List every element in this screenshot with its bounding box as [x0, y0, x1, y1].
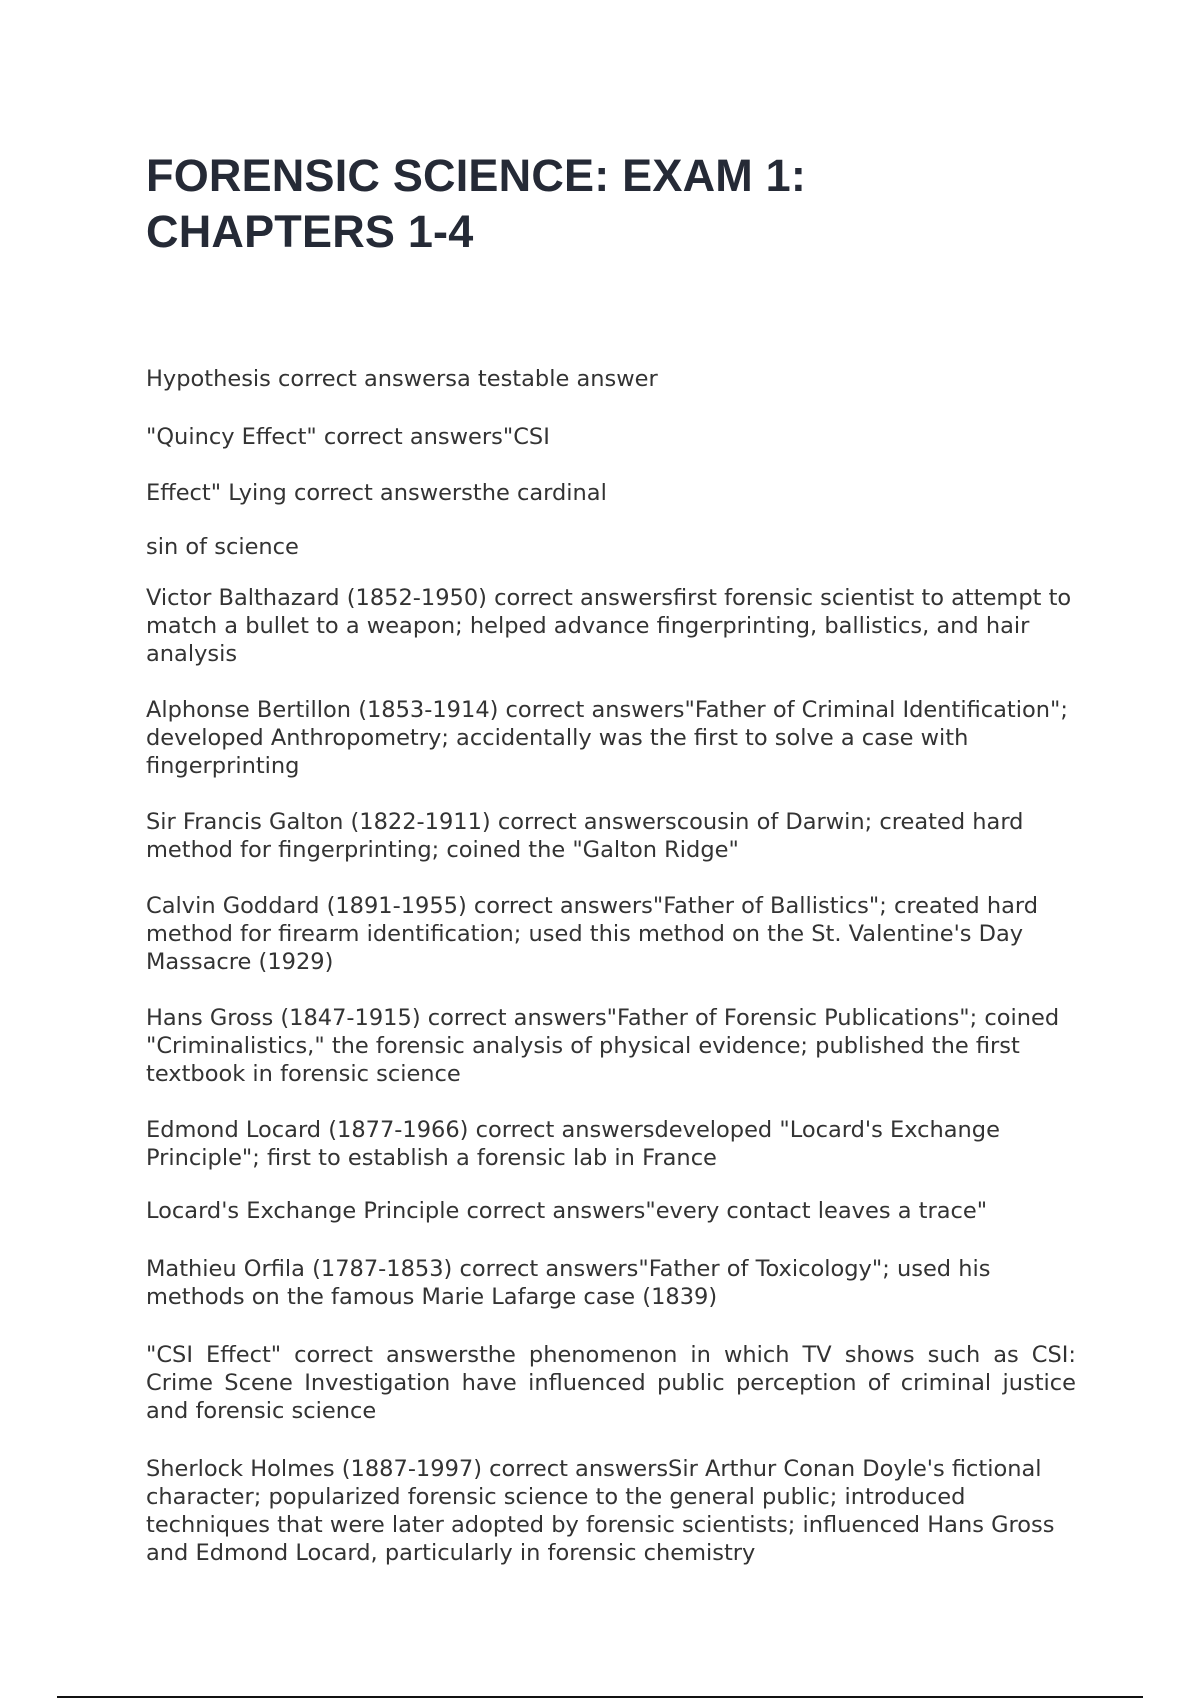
paragraph-lying: Effect" Lying correct answersthe cardinal	[146, 480, 607, 506]
paragraph-galton: Sir Francis Galton (1822-1911) correct answerscousin of Darwin; created hard method for fingerprinting; coined the "Galton Ridge"	[146, 809, 1024, 863]
paragraph-bertillon: Alphonse Bertillon (1853-1914) correct answers"Father of Criminal Identification"; developed Anthropometry; accidentally was the first to solve a case with fingerprinting	[146, 697, 1068, 779]
page-bottom-divider	[57, 1696, 1143, 1698]
paragraph-hypothesis: Hypothesis correct answersa testable answer	[146, 366, 658, 392]
paragraph-orfila: Mathieu Orfila (1787-1853) correct answers"Father of Toxicology"; used his methods on the famous Marie Lafarge case (1839)	[146, 1256, 991, 1310]
paragraph-gross: Hans Gross (1847-1915) correct answers"Father of Forensic Publications"; coined "Criminalistics," the forensic analysis of physical evidence; published the first textbook in forensic science	[146, 1005, 1060, 1087]
paragraph-csi-effect: "CSI Effect" correct answersthe phenomenon in which TV shows such as CSI: Crime Scene Investigation have influenced public perception of criminal justice and forensic science	[146, 1342, 1076, 1424]
paragraph-goddard: Calvin Goddard (1891-1955) correct answers"Father of Ballistics"; created hard method for firearm identification; used this method on the St. Valentine's Day Massacre (1929)	[146, 893, 1039, 975]
paragraph-sin-of-science: sin of science	[146, 534, 299, 560]
paragraph-sherlock-holmes: Sherlock Holmes (1887-1997) correct answersSir Arthur Conan Doyle's fictional character; popularized forensic science to the general public; introduced techniques that were later adopted by forensic scientists; influenced Hans Gross and Edmond Locard, particularly in forensic chemistry	[146, 1456, 1055, 1566]
paragraph-quincy-effect: "Quincy Effect" correct answers"CSI	[146, 424, 550, 450]
document-title: FORENSIC SCIENCE: EXAM 1: CHAPTERS 1-4	[146, 150, 807, 257]
paragraph-balthazard: Victor Balthazard (1852-1950) correct answersfirst forensic scientist to attempt to match a bullet to a weapon; helped advance fingerprinting, ballistics, and hair analysis	[146, 585, 1072, 667]
paragraph-exchange-principle: Locard's Exchange Principle correct answers"every contact leaves a trace"	[146, 1198, 988, 1224]
document-body	[146, 365, 1076, 1567]
paragraph-locard: Edmond Locard (1877-1966) correct answersdeveloped "Locard's Exchange Principle"; first to establish a forensic lab in France	[146, 1117, 1000, 1171]
